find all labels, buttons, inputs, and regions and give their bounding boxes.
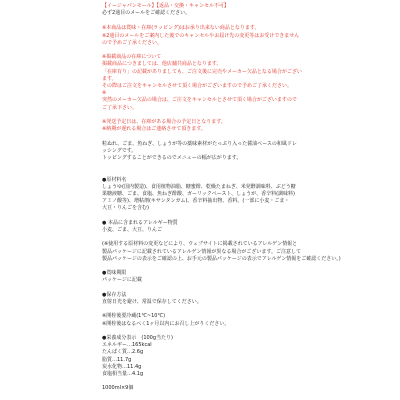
return-notice-line: ※2通目のメールをご案内した後でのキャンセルやお届け先の変更等はお受けできません	[102, 32, 300, 39]
stock-notice-line: 突然のメーカー欠品の場合は、ご注文をキャンセルとさせて頂く場合がございますので	[102, 97, 297, 104]
nutrition-row: エネルギー…165kcal	[102, 342, 152, 349]
ingredients-line: アミノ酸等)、増粘剤(キサンタンガム)、香辛料抽出物、香料、(一部に小麦・ごま・	[102, 198, 290, 205]
nutrition-row: 食塩相当量…4.1g	[102, 370, 144, 377]
stock-notice-line: その際はご注文をキャンセルさせて頂く場合がございますので予めご了承ください。	[102, 83, 293, 90]
nutrition-row: たんぱく質…2.6g	[102, 349, 144, 356]
header-notice-line: 必ず2通目のメールをご確認ください。	[102, 10, 191, 17]
storage-heading: ●保存方法	[102, 291, 127, 298]
ingredients-line: 果糖液糖、ごま、食塩、魚ねぎ酢酸、ガーリックペースト、しょうが、香辛料(調味料)	[102, 191, 296, 197]
return-notice-line: ※本商品は賞味・在庫(ラッピング)はお承り出来ない商品となります。	[102, 25, 260, 32]
allergen-disclaimer-line: (※使用する原材料の変更などにより、ウェブサイトに掲載されているアレルゲン情報と	[102, 241, 298, 248]
allergen-disclaimer-line: 製品パッケージに記載されているアレルゲン情報が異なる場合がございます。ご注意して	[102, 248, 301, 255]
return-notice-block	[102, 25, 302, 47]
stock-notice-line: 掲載商品につきましては、他店舗共商品となります。	[102, 61, 222, 68]
best-before-value: パッケージに記載	[102, 277, 142, 284]
header-tag-line: 【イージャパンモール】【返品・交換・キャンセル不可】	[102, 3, 230, 9]
stock-notice-line: ※	[102, 90, 107, 97]
shipping-notice-line: ※発送予定日は、在庫がある場合の予定日となります。	[102, 119, 226, 126]
product-description-text	[102, 141, 302, 163]
return-notice-line: ので予めご了承ください。	[102, 39, 163, 46]
product-description	[102, 3, 341, 393]
description-line: ッシングです。	[102, 147, 137, 154]
stock-notice-block	[102, 54, 302, 112]
storage-note: ※開栓後はなるべく1ヶ月以内にお召し上がりください。	[102, 320, 230, 327]
stock-notice-line: 「在庫有り」の記載がありましても、ご注文後に完売やメーカー欠品となる場合がござい	[102, 68, 302, 75]
best-before-heading: ●賞味期限	[102, 270, 127, 277]
ingredients-heading: ●原材料名	[102, 176, 127, 183]
stock-notice-line: ご了承下さい。	[102, 104, 138, 111]
nutrition-heading: ●栄養成分表示 (100g当たり)	[102, 334, 173, 341]
storage-note: ※開栓後要冷蔵(1℃~10℃)	[102, 313, 166, 320]
allergens-heading: ● 本品に含まれるアレルギー物質	[102, 219, 178, 226]
package-size: 1000ml×9個	[102, 385, 134, 392]
storage-value: 直射日光を避け、常温で保存してください。	[102, 298, 202, 305]
nutrition-section	[102, 335, 302, 378]
ingredients-line: 大豆・りんごを含む)	[102, 205, 149, 212]
allergens-section	[102, 220, 302, 234]
best-before-section	[102, 270, 302, 284]
description-line: トッピングすることができるのでメニューの幅が広がります。	[102, 155, 242, 162]
shipping-notice-line: ※納期が遅れる場合はご連絡させて頂きます。	[102, 126, 206, 133]
stock-notice-line: ます。	[102, 75, 117, 82]
allergens-value: 小麦、ごま、大豆、りんご	[102, 227, 163, 233]
description-line: 粒ぬれ、ごま、魚ねぎ、しょうが等の薬味素材がたっぷり入った醤油ベースの和風ドレ	[102, 140, 297, 147]
allergen-disclaimer-line: 製品パッケージの表示をご確認の上、お手元の製品パッケージの表示でアレルゲン情報をご確認ください。)	[102, 255, 341, 262]
nutrition-row: 炭水化物…11.4g	[102, 363, 142, 370]
ingredients-line: しょうゆ(国内製造)、食用植物油脂、糖蜜酢、乾燥たまねぎ、米発酵調味料、ぶどう糖	[102, 183, 296, 190]
nutrition-row: 脂質…11.7g	[102, 356, 132, 363]
ingredients-section	[102, 177, 302, 213]
allergen-disclaimer	[102, 241, 341, 263]
shipping-notice-block	[102, 119, 302, 133]
stock-notice-line: ※掲載商品の在庫について	[102, 54, 162, 61]
storage-section	[102, 292, 302, 328]
